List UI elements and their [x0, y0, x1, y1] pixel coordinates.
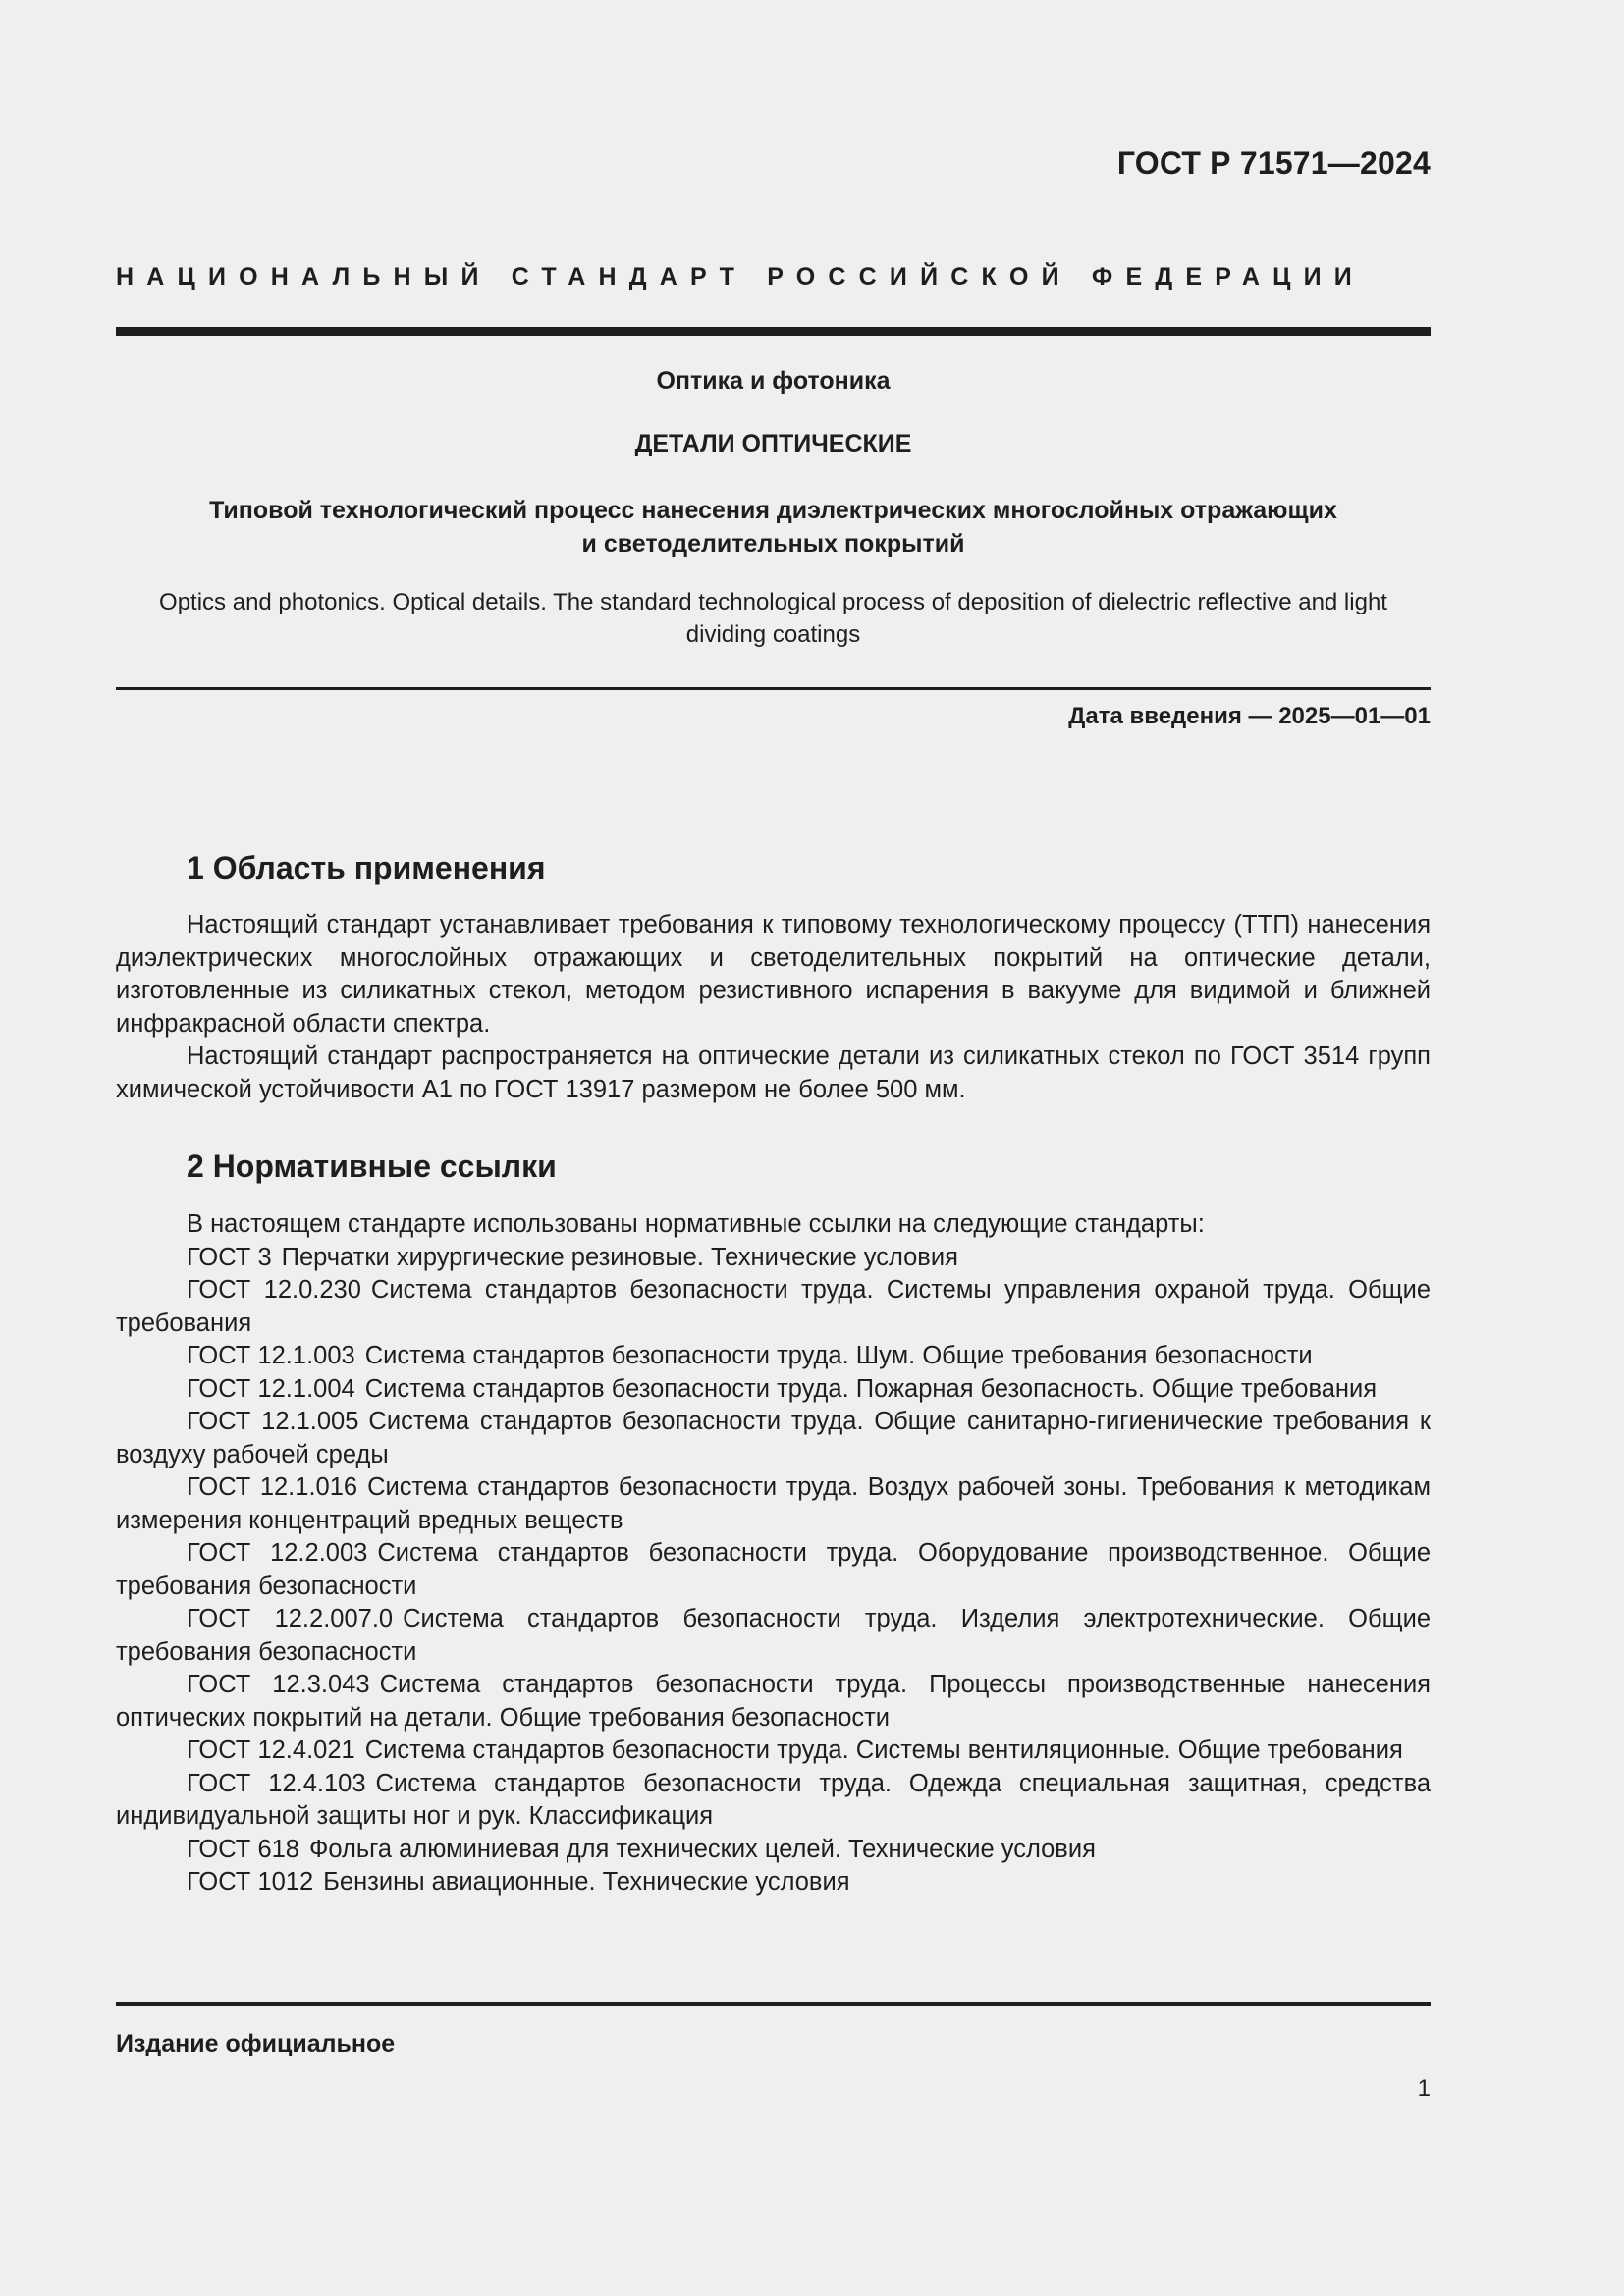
reference-item [116, 1471, 1431, 1537]
official-edition-label: Издание официальное [116, 2030, 396, 2057]
normative-references-list [116, 1208, 1431, 1899]
reference-item [116, 1866, 1431, 1899]
reference-title: Система стандартов безопасности труда. Изделия электротехнические. Общие требования безопасности [116, 1605, 1431, 1666]
section-1-heading: 1 Область применения [187, 850, 546, 885]
reference-item [116, 1669, 1431, 1735]
reference-title: Система стандартов безопасности труда. Системы управления охраной труда. Общие требования [116, 1276, 1431, 1337]
reference-code: ГОСТ 12.4.021 [187, 1736, 355, 1764]
title-main [116, 494, 1431, 561]
section-2-heading: 2 Нормативные ссылки [187, 1148, 557, 1184]
title-group: ДЕТАЛИ ОПТИЧЕСКИЕ [634, 430, 912, 457]
title-main-line-1: Типовой технологический процесс нанесения диэлектрических многослойных отражающих [209, 497, 1337, 524]
reference-title: Бензины авиационные. Технические условия [323, 1868, 850, 1896]
reference-item [116, 1735, 1431, 1768]
reference-item [116, 1603, 1431, 1669]
reference-item [116, 1373, 1431, 1407]
title-rule [116, 687, 1431, 690]
section-1-paragraph-1: Настоящий стандарт устанавливает требования к типовому технологическому процессу (ТТП) нанесения диэлектрических многослойных отражающих и светоделительных покрытий на оптические детали, изготовленные из силикатных стекол, методом резистивного испарения в вакууме для видимой и ближней инфракрасной области спектра. [116, 911, 1431, 1038]
reference-title: Система стандартов безопасности труда. Процессы производственные нанесения оптических покрытий на детали. Общие требования безопасности [116, 1671, 1431, 1732]
reference-item [116, 1274, 1431, 1340]
reference-code: ГОСТ 12.1.005 [187, 1408, 359, 1435]
reference-code: ГОСТ 12.2.003 [187, 1539, 368, 1567]
reference-title: Система стандартов безопасности труда. Пожарная безопасность. Общие требования [364, 1374, 1378, 1403]
reference-code: ГОСТ 1012 [187, 1868, 314, 1896]
reference-code: ГОСТ 12.4.103 [187, 1769, 366, 1797]
reference-item [116, 1340, 1431, 1373]
reference-item [116, 1834, 1431, 1867]
reference-title: Система стандартов безопасности труда. Общие санитарно-гигиенические требования к воздуху рабочей среды [116, 1408, 1432, 1468]
reference-title: Система стандартов безопасности труда. Оборудование производственное. Общие требования безопасности [116, 1539, 1431, 1600]
reference-title: Система стандартов безопасности труда. Шум. Общие требования безопасности [364, 1342, 1313, 1369]
title-area: Оптика и фотоника [656, 367, 891, 395]
reference-title: Система стандартов безопасности труда. Воздух рабочей зоны. Требования к методикам измерения концентраций вредных веществ [116, 1473, 1431, 1534]
reference-item [116, 1768, 1431, 1834]
references-intro: В настоящем стандарте использованы нормативные ссылки на следующие стандарты: [187, 1210, 1205, 1238]
reference-code: ГОСТ 12.2.007.0 [187, 1605, 394, 1632]
reference-item [116, 1406, 1431, 1471]
reference-title: Фольга алюминиевая для технических целей. Технические условия [309, 1835, 1096, 1863]
reference-code: ГОСТ 12.0.230 [187, 1276, 361, 1304]
document-id: ГОСТ Р 71571—2024 [1116, 145, 1431, 181]
reference-title: Система стандартов безопасности труда. Одежда специальная защитная, средства индивидуальной защиты ног и рук. Классификация [116, 1769, 1432, 1830]
footer-rule [116, 2002, 1431, 2006]
reference-item [116, 1537, 1431, 1603]
reference-code: ГОСТ 12.1.016 [187, 1473, 358, 1501]
reference-item [116, 1242, 1431, 1275]
reference-title: Перчатки хирургические резиновые. Технические условия [281, 1243, 958, 1271]
section-1-paragraph-2: Настоящий стандарт распространяется на оптические детали из силикатных стекол по ГОСТ 3514 групп химической устойчивости А1 по ГОСТ 13917 размером не более 500 мм. [116, 1042, 1431, 1103]
page-number: 1 [1417, 2075, 1431, 2102]
reference-code: ГОСТ 12.3.043 [187, 1671, 370, 1698]
title-english-line-2: dividing coatings [685, 621, 861, 648]
title-main-line-2: и светоделительных покрытий [581, 530, 965, 558]
header-rule [116, 327, 1431, 336]
title-english [116, 586, 1431, 651]
reference-code: ГОСТ 3 [187, 1243, 272, 1271]
introduction-date: Дата введения — 2025—01—01 [1068, 703, 1431, 729]
reference-code: ГОСТ 12.1.004 [187, 1374, 355, 1403]
national-standard-banner: НАЦИОНАЛЬНЫЙ СТАНДАРТ РОССИЙСКОЙ ФЕДЕРАЦИИ [116, 263, 1365, 291]
title-english-line-1: Optics and photonics. Optical details. The standard technological process of deposition of dielectric reflective and light [159, 589, 1387, 615]
reference-title: Система стандартов безопасности труда. Системы вентиляционные. Общие требования [364, 1736, 1403, 1764]
section-1-body [116, 909, 1431, 1106]
reference-code: ГОСТ 618 [187, 1835, 299, 1863]
reference-code: ГОСТ 12.1.003 [187, 1342, 355, 1369]
